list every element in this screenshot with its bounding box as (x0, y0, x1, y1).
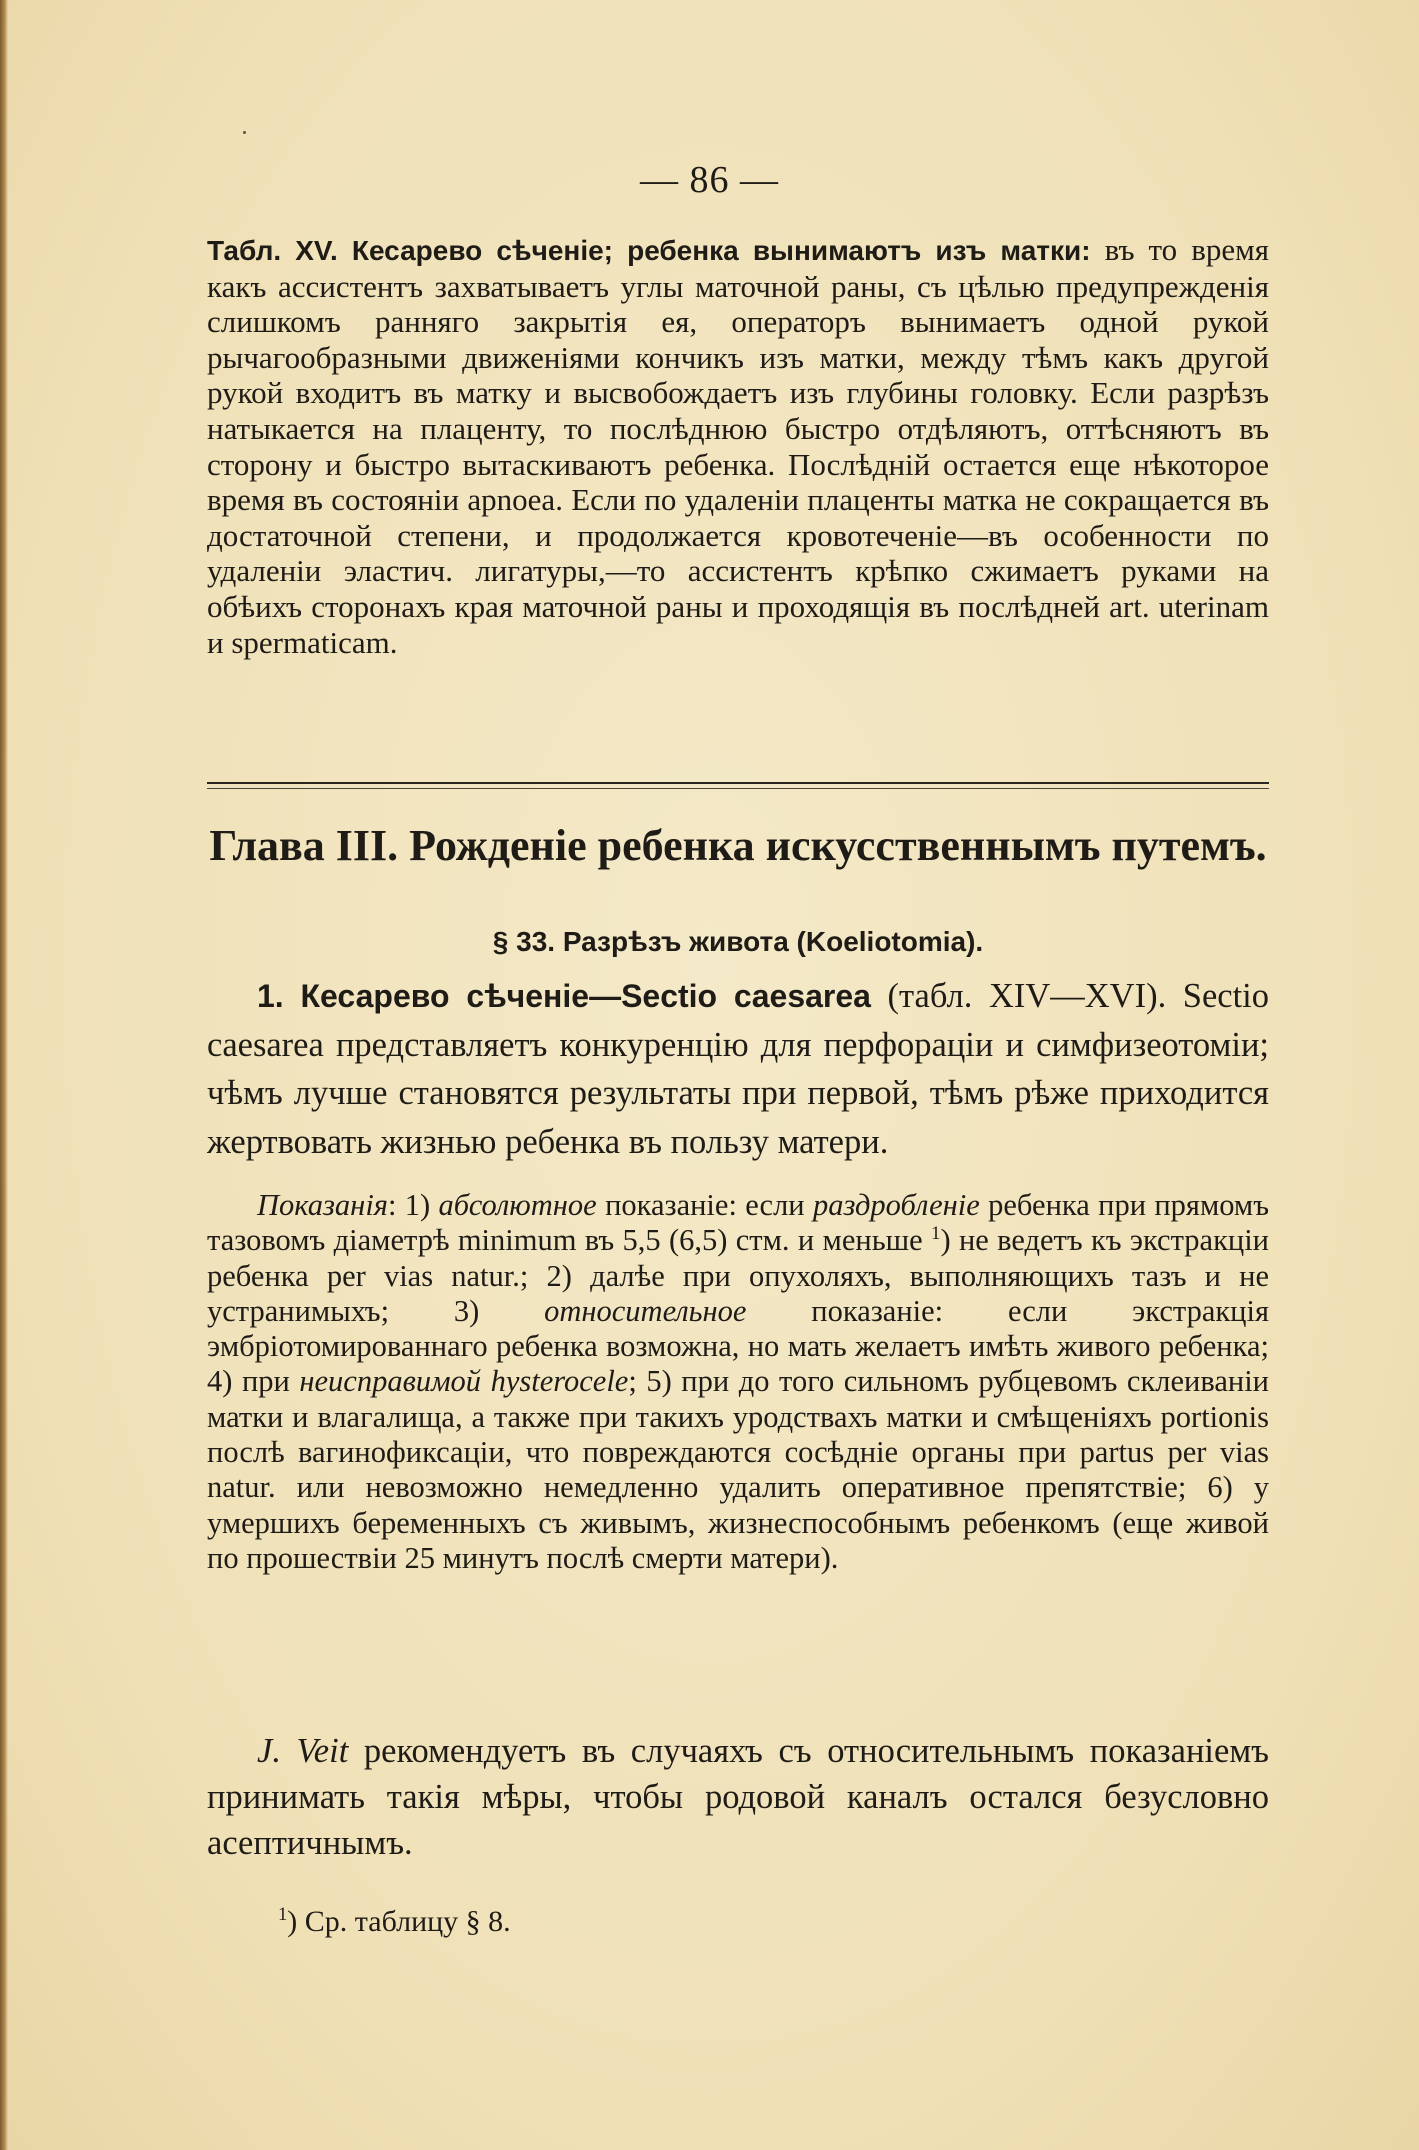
caesarean-text: (табл. XIV—XVI). Sectio caesarea представляетъ конкуренцію для перфораціи и симфизеотоміи; чѣмъ лучше становятся результаты при первой, тѣмъ рѣже приходится жертвовать жизнью ребенка въ пользу матери. (207, 977, 1270, 1161)
divider-rule-thin (207, 788, 1269, 789)
hysterocele-term: неисправимой hysterocele (299, 1364, 629, 1399)
relative-term: относительное (544, 1293, 747, 1328)
footnote-mark: 1 (278, 1904, 288, 1925)
caesarean-paragraph (207, 972, 1269, 1166)
table-caption (207, 232, 1269, 660)
veit-paragraph (207, 1728, 1269, 1866)
caesarean-lead: 1. Кесарево сѣченіе—Sectio caesarea (257, 978, 871, 1014)
page-number: — 86 — (640, 159, 779, 201)
absolute-term: абсолютное (438, 1188, 597, 1222)
indications-text-3: не ведетъ къ экстракціи ребенка per vias natur.; 2) далѣе при опухоляхъ, выполняющихъ тазъ и не устранимыхъ; 3) (207, 1223, 1270, 1328)
fragmentation-term: раздробленіе (812, 1188, 980, 1222)
table-caption-text: въ то время какъ ассистентъ захватываетъ углы маточной раны, съ цѣлью предупрежденія слишкомъ ранняго закрытія ея, операторъ вынимаетъ одной рукой рычагообразными движеніями кончикъ изъ матки, между тѣмъ какъ другой рукой входитъ въ матку и высвобождаетъ изъ глубины головку. Если разрѣзъ натыкается на плаценту, то послѣднюю быстро отдѣляютъ, оттѣсняютъ въ сторону и быстро вытаскиваютъ ребенка. Послѣдній остается еще нѣкоторое время въ состояніи apnoea. Если по удаленіи плаценты матка не сокращается въ достаточной степени, и продолжается кровотеченіе—въ особенности по удаленіи эластич. лигатуры,—то ассистентъ крѣпко сжимаетъ руками на обѣихъ сторонахъ края маточной раны и проходящія въ послѣдней art. uterinam и spermaticam. (207, 232, 1269, 660)
footnote-ref: 1 (930, 1223, 941, 1245)
indications-text-4: показаніе: если экстракція эмбріотомированнаго ребенка возможна, но мать желаетъ имѣть живого ребенка; 4) при (207, 1293, 1269, 1399)
footnote-text: ) Ср. таблицу § 8. (287, 1905, 511, 1938)
print-speck (243, 131, 246, 134)
chapter-title: Глава III. Рожденіе ребенка искусственнымъ путемъ. (209, 821, 1267, 870)
footnote (278, 1905, 511, 1939)
indications-text-0: : 1) (387, 1188, 431, 1222)
indications-text-1: показаніе: если (605, 1188, 805, 1222)
section-title: § 33. Разрѣзъ живота (Koeliotomia). (492, 926, 984, 957)
page-edge-shadow (0, 0, 8, 2150)
veit-text: рекомендуетъ въ случаяхъ съ относительнымъ показаніемъ принимать такія мѣры, чтобы родовой каналъ остался безусловно асептичнымъ. (207, 1732, 1269, 1862)
indications-text-2: ребенка при прямомъ тазовомъ діаметрѣ minimum въ 5,5 (6,5) стм. и меньше (207, 1188, 1269, 1258)
indications-label: Показанія (257, 1188, 388, 1222)
author-name: J. Veit (257, 1732, 349, 1770)
divider-rule (207, 782, 1269, 784)
indications-paragraph: Показанія: 1) абсолютное показаніе: если раздробленіе ребенка при прямомъ тазовомъ діаметрѣ minimum въ 5,5 (6,5) стм. и меньше $^1$) не ведетъ къ экстракціи ребенка per vias natur.; 2) далѣе при опухоляхъ, выполняющихъ тазъ и не устранимыхъ; 3) относительное показаніе: если экстракція эмбріотомированнаго ребенка возможна, но мать желаетъ имѣть живого ребенка; 4) при неисправимой hysterocele; 5) при до того сильномъ рубцевомъ склеиваніи матки и влагалища, а также при такихъ уродствахъ матки и смѣщеніяхъ portionis послѣ вагинофиксаціи, что повреждаются сосѣдніе органы при partus per vias natur. или невозможно немедленно удалить оперативное препятствіе; 6) у умершихъ беременныхъ съ живымъ, жизнеспособнымъ ребенкомъ (еще живой по прошествіи 25 минутъ послѣ смерти матери). (207, 1188, 1270, 1575)
table-caption-lead: Табл. XV. Кесарево сѣченіе; ребенка вынимаютъ изъ матки: (207, 235, 1091, 266)
indications-text-5: ; 5) при до того сильномъ рубцевомъ склеиваніи матки и влагалища, а также при такихъ уродствахъ матки и смѣщеніяхъ portionis послѣ вагинофиксаціи, что повреждаются сосѣдніе органы при partus per vias natur. или невозможно немедленно удалить оперативное препятствіе; 6) у умершихъ беременныхъ съ живымъ, жизнеспособнымъ ребенкомъ (еще живой по прошествіи 25 минутъ послѣ смерти матери). (207, 1364, 1269, 1575)
